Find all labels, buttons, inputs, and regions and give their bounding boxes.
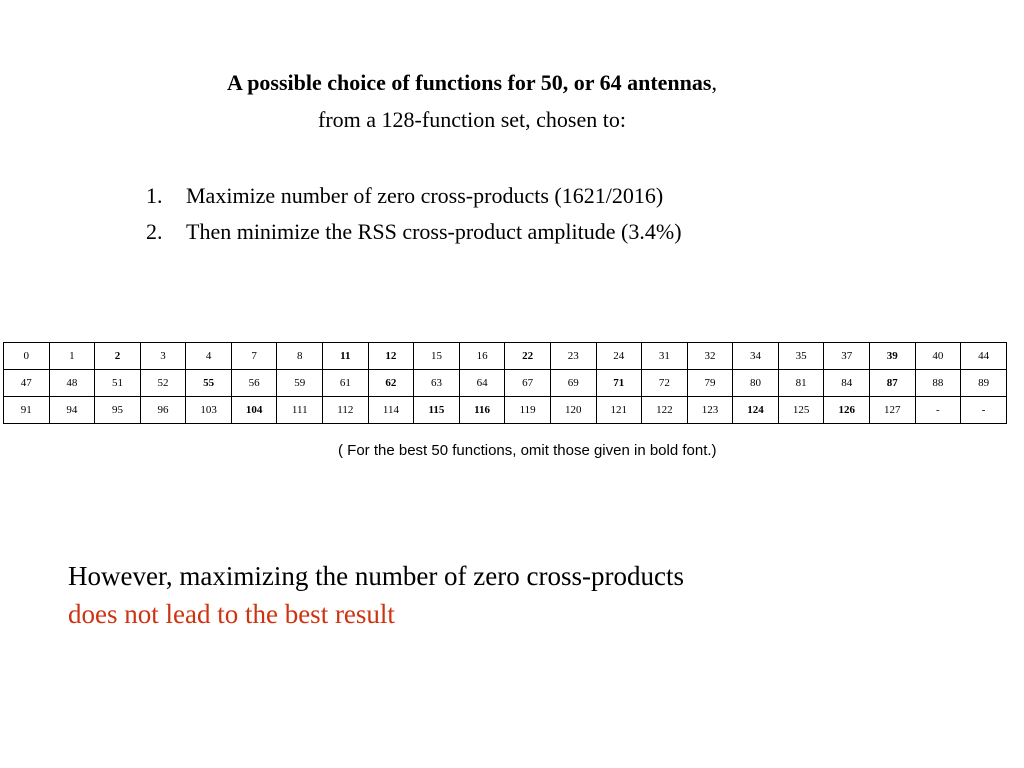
conclusion-highlight: does not lead to the best result [68, 599, 395, 629]
table-cell: 34 [733, 343, 779, 370]
table-cell: 12 [368, 343, 414, 370]
table-cell: 89 [961, 370, 1007, 397]
function-table-body [4, 343, 1007, 424]
criteria-item [140, 214, 682, 250]
slide-title: A possible choice of functions for 50, or 64 antennas [227, 70, 712, 95]
table-cell: 44 [961, 343, 1007, 370]
table-cell: 80 [733, 370, 779, 397]
table-cell: 55 [186, 370, 232, 397]
table-cell: 91 [4, 397, 50, 424]
slide-subtitle: from a 128-function set, chosen to: [318, 107, 626, 132]
table-cell: 126 [824, 397, 870, 424]
table-cell: 84 [824, 370, 870, 397]
table-cell: 119 [505, 397, 551, 424]
table-cell: 67 [505, 370, 551, 397]
table-cell: 87 [869, 370, 915, 397]
table-cell: 127 [869, 397, 915, 424]
table-cell: 31 [642, 343, 688, 370]
table-cell: 81 [778, 370, 824, 397]
table-cell: 112 [323, 397, 369, 424]
table-cell: 4 [186, 343, 232, 370]
table-cell: 71 [596, 370, 642, 397]
table-cell: 69 [550, 370, 596, 397]
conclusion [68, 557, 684, 633]
table-cell: 24 [596, 343, 642, 370]
table-cell: 103 [186, 397, 232, 424]
table-cell: 51 [95, 370, 141, 397]
table-row [4, 397, 1007, 424]
function-table [3, 342, 1007, 424]
criteria-number: 1. [146, 183, 163, 208]
footnote: ( For the best 50 functions, omit those given in bold font.) [338, 442, 717, 459]
table-cell: 23 [550, 343, 596, 370]
table-cell: 37 [824, 343, 870, 370]
table-row [4, 343, 1007, 370]
table-cell: 22 [505, 343, 551, 370]
table-cell: 104 [231, 397, 277, 424]
table-cell: - [961, 397, 1007, 424]
table-cell: 123 [687, 397, 733, 424]
table-cell: 94 [49, 397, 95, 424]
table-cell: 15 [414, 343, 460, 370]
criteria-list [140, 178, 682, 250]
table-cell: 39 [869, 343, 915, 370]
table-cell: 116 [459, 397, 505, 424]
table-cell: 40 [915, 343, 961, 370]
table-cell: 59 [277, 370, 323, 397]
criteria-number: 2. [146, 219, 163, 244]
table-cell: 56 [231, 370, 277, 397]
table-cell: 64 [459, 370, 505, 397]
table-cell: 88 [915, 370, 961, 397]
table-cell: 125 [778, 397, 824, 424]
slide-title-line [0, 64, 944, 101]
table-cell: 0 [4, 343, 50, 370]
table-cell: 79 [687, 370, 733, 397]
table-cell: 63 [414, 370, 460, 397]
table-cell: 114 [368, 397, 414, 424]
table-cell: 47 [4, 370, 50, 397]
table-cell: 115 [414, 397, 460, 424]
table-cell: 32 [687, 343, 733, 370]
table-cell: 122 [642, 397, 688, 424]
criteria-text: Then minimize the RSS cross-product amplitude (3.4%) [186, 219, 682, 244]
table-cell: 111 [277, 397, 323, 424]
criteria-item [140, 178, 682, 214]
table-cell: 2 [95, 343, 141, 370]
table-cell: 3 [140, 343, 186, 370]
slide-header [0, 64, 944, 138]
table-cell: 121 [596, 397, 642, 424]
table-cell: 95 [95, 397, 141, 424]
table-cell: 96 [140, 397, 186, 424]
table-cell: 7 [231, 343, 277, 370]
table-cell: 120 [550, 397, 596, 424]
table-row [4, 370, 1007, 397]
table-cell: - [915, 397, 961, 424]
criteria-text: Maximize number of zero cross-products (1621/2016) [186, 183, 664, 208]
table-cell: 11 [323, 343, 369, 370]
table-cell: 61 [323, 370, 369, 397]
table-cell: 124 [733, 397, 779, 424]
table-cell: 1 [49, 343, 95, 370]
table-cell: 16 [459, 343, 505, 370]
conclusion-line: However, maximizing the number of zero cross-products [68, 561, 684, 591]
table-cell: 35 [778, 343, 824, 370]
table-cell: 48 [49, 370, 95, 397]
title-comma: , [711, 70, 717, 95]
table-cell: 62 [368, 370, 414, 397]
table-cell: 72 [642, 370, 688, 397]
table-cell: 8 [277, 343, 323, 370]
table-cell: 52 [140, 370, 186, 397]
